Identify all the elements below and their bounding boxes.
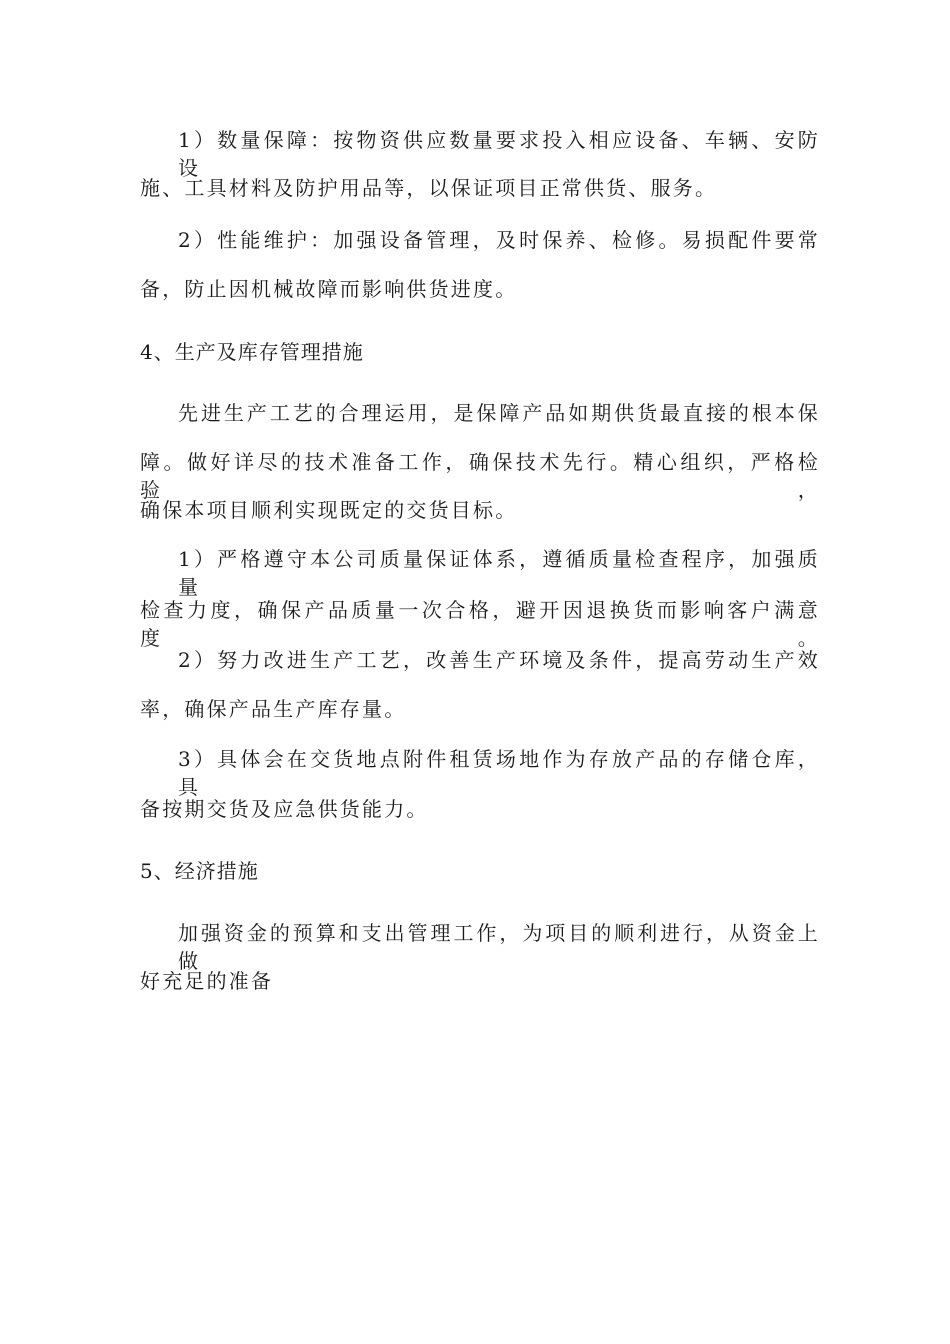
paragraph-line: 3）具体会在交货地点附件租赁场地作为存放产品的存储仓库， 具 [178,747,820,799]
paragraph-line: 先进生产工艺的合理运用，是保障产品如期供货最直接的根本保 [178,401,820,425]
paragraph-line: 加强资金的预算和支出管理工作，为项目的顺利进行，从资金上 做 [178,921,820,973]
paragraph-line: 2）努力改进生产工艺，改善生产环境及条件，提高劳动生产效 [178,648,820,672]
paragraph-line: 障。做好详尽的技术准备工作，确保技术先行。精心组织，严格检验， [140,450,820,502]
paragraph-line: 检查力度，确保产品质量一次合格，避开因退换货而影响客户满意 度。 [140,598,820,650]
paragraph-line: 备按期交货及应急供货能力。 [140,797,429,821]
paragraph-line: 2）性能维护：加强设备管理，及时保养、检修。易损配件要常 [178,228,820,252]
paragraph-line: 确保本项目顺利实现既定的交货目标。 [140,498,518,522]
section-heading: 5、经济措施 [140,859,259,883]
paragraph-line: 好充足的准备 [140,969,274,993]
paragraph-line: 1）数量保障：按物资供应数量要求投入相应设备、车辆、安防 设 [178,128,820,180]
paragraph-line: 备，防止因机械故障而影响供货进度。 [140,277,518,301]
paragraph-line: 施、工具材料及防护用品等，以保证项目正常供货、服务。 [140,176,718,200]
paragraph-line: 率，确保产品生产库存量。 [140,697,407,721]
paragraph-line: 1）严格遵守本公司质量保证体系，遵循质量检查程序，加强质 量 [178,547,820,599]
section-heading: 4、生产及库存管理措施 [140,340,364,364]
